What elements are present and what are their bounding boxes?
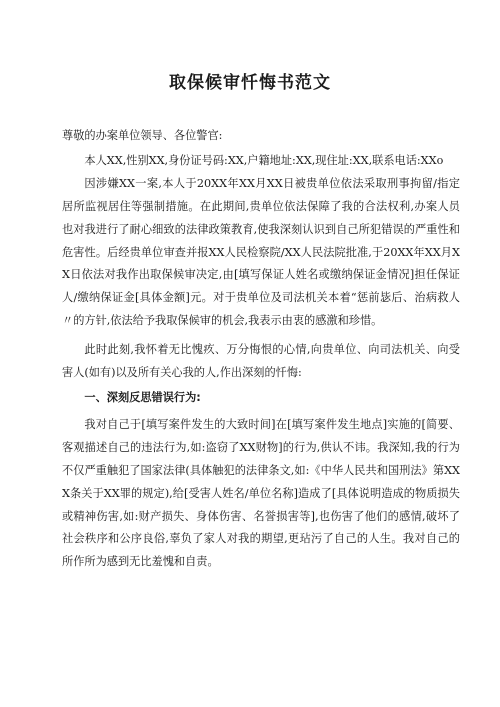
repentance-intro-paragraph: 此时此刻,我怀着无比愧疚、万分悔恨的心情,向贵单位、向司法机关、向受害人(如有)以及所有关心我的人,作出深刻的忏悔: <box>62 343 460 380</box>
personal-info-paragraph: 本人XX,性别XX,身份证号码:XX,户籍地址:XX,现住址:XX,联系电话:XXo <box>84 153 444 167</box>
section-body-paragraph: 我对自己于[填写案件发生的大致时间]在[填写案件发生地点]实施的[简要、客观描述自己的违法行为,如:盗窃了XX财物]的行为,供认不讳。我深知,我的行为不仅严重触犯了国家法律(具体触犯的法律条文,如:《中华人民共和国刑法》第XXX条关于XX罪的规定),给[受害人姓名/单位名称]造成了[具体说明造成的物质损失或精神伤害,如:财产损失、身体伤害、名誉损害等],也伤害了他们的感情,破坏了社会秩序和公序良俗,辜负了家人对我的期望,更玷污了自己的人生。我对自己的所作所为感到无比羞愧和自责。 <box>62 417 460 569</box>
salutation: 尊敬的办案单位领导、各位警官: <box>62 129 223 142</box>
case-background-paragraph: 因涉嫌XX一案,本人于20XX年XX月XX日被贵单位依法采取刑事拘留/指定居所监视居住等强制措施。在此期间,贵单位依法保障了我的合法权利,办案人员也对我进行了耐心细致的法律政策教育,使我深刻认识到自己所犯错误的严重性和危害性。后经贵单位审查并报XX人民检察院/XX人民法院批准,于20XX年XX月XX日依法对我作出取保候审决定,由[填写保证人姓名或缴纳保证金情况]担任保证人/缴纳保证金[具体金额]元。对于贵单位及司法机关本着“惩前毖后、治病救人〃的方针,依法给予我取保候审的机会,我表示由衷的感激和珍惜。 <box>62 176 460 328</box>
section-heading: 一、深刻反思错误行为: <box>84 390 201 404</box>
page-title: 取保候审忏悔书范文 <box>169 73 331 93</box>
